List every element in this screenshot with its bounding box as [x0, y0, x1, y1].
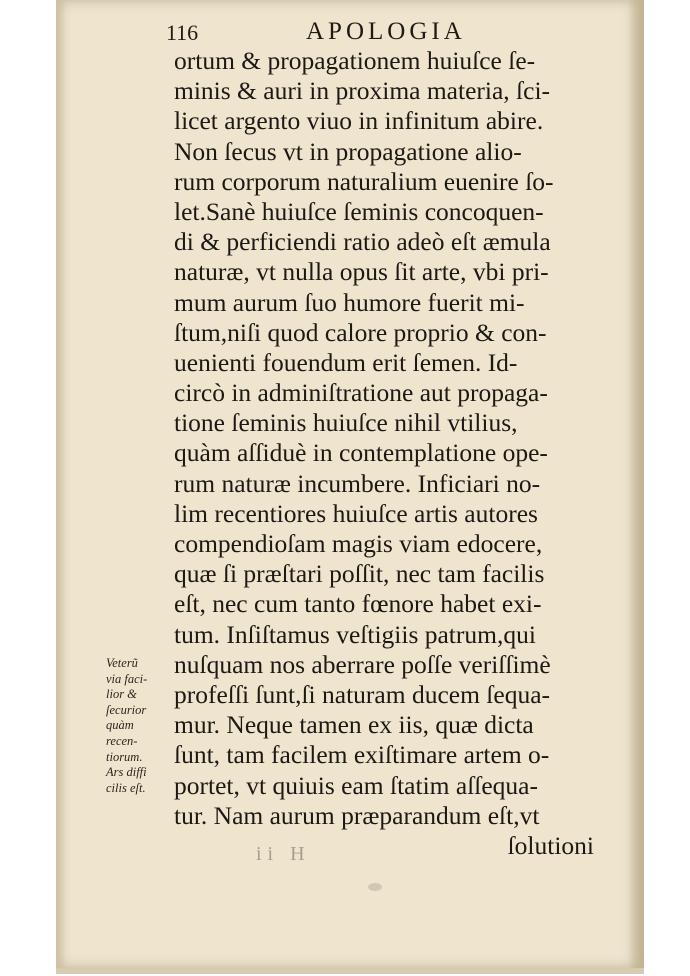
text-line: di & perficiendi ratio adeò eſt æmula [174, 227, 551, 257]
text-line: circò in adminiſtratione aut propaga- [174, 378, 548, 408]
marginal-note-line: quàm [106, 718, 134, 733]
marginal-note-line: Veterũ [106, 656, 138, 670]
text-line: nuſquam nos aberrare poſſe veriſſimè [174, 649, 551, 679]
text-line: lim recentiores huiuſce artis autores [174, 498, 538, 528]
text-line: minis & auri in proxima materia, ſci- [174, 76, 551, 106]
text-line: rum naturæ incumbere. Inficiari no- [174, 468, 541, 498]
text-line: rum corporum naturalium euenire ſo- [174, 166, 554, 196]
body-text [174, 46, 594, 861]
text-line: uenienti fouendum erit ſemen. Id- [174, 347, 518, 377]
page-number: 116 [166, 20, 199, 45]
text-line: tione ſeminis huiuſce nihil vtilius, [174, 408, 518, 438]
signature-mark: ii H [256, 843, 311, 865]
book-page [56, 0, 644, 974]
running-title: APOLOGIA [306, 18, 466, 45]
text-line: let.Sanè huiuſce ſeminis concoquen- [174, 196, 544, 226]
page-header [166, 14, 546, 48]
text-line: mur. Neque tamen ex iis, quæ dicta [174, 710, 534, 740]
marginal-note-line: recen- [106, 733, 138, 748]
text-line: tum. Inſiſtamus veſtigiis patrum,qui [174, 619, 536, 649]
catchword: ſolutioni [507, 830, 594, 860]
text-line: naturæ, vt nulla opus ſit arte, vbi pri- [174, 257, 549, 287]
text-line: tur. Nam aurum præparandum eſt,vt [174, 800, 540, 830]
text-line: quæ ſi præſtari poſſit, nec tam facilis [174, 559, 545, 589]
spine-shadow [56, 0, 66, 968]
marginal-note-line: Ars diffi [106, 765, 147, 780]
text-line: licet argento viuo in infinitum abire. [174, 106, 544, 136]
page-edge-shadow [628, 0, 644, 968]
text-line: quàm aſſiduè in contemplatione ope- [174, 438, 548, 468]
text-line: Non ſecus vt in propagatione alio- [174, 136, 522, 166]
marginal-note-line: tiorum. [106, 749, 143, 764]
marginal-note-line: via faci- [106, 671, 148, 686]
text-line: mum aurum ſuo humore fuerit mi- [174, 287, 525, 317]
text-line: eſt, nec cum tanto fœnore habet exi- [174, 589, 542, 619]
text-line: ſtum,niſi quod calore proprio & con- [174, 317, 547, 347]
marginal-note [106, 656, 176, 796]
marginal-note-line: lior & [106, 687, 137, 702]
text-line: compendioſam magis viam edocere, [174, 529, 543, 558]
marginal-note-line: ſecurior [106, 702, 147, 717]
marginal-note-line: cilis eſt. [106, 780, 146, 795]
text-line: ſunt, tam facilem exiſtimare artem o- [174, 740, 550, 770]
text-line: profeſſi ſunt,ſi naturam ducem ſequa- [174, 679, 551, 709]
text-line: portet, vt quiuis eam ſtatim aſſequa- [174, 770, 538, 800]
text-line: ortum & propagationem huiuſce ſe- [174, 46, 536, 75]
ink-blot-icon [364, 880, 386, 894]
